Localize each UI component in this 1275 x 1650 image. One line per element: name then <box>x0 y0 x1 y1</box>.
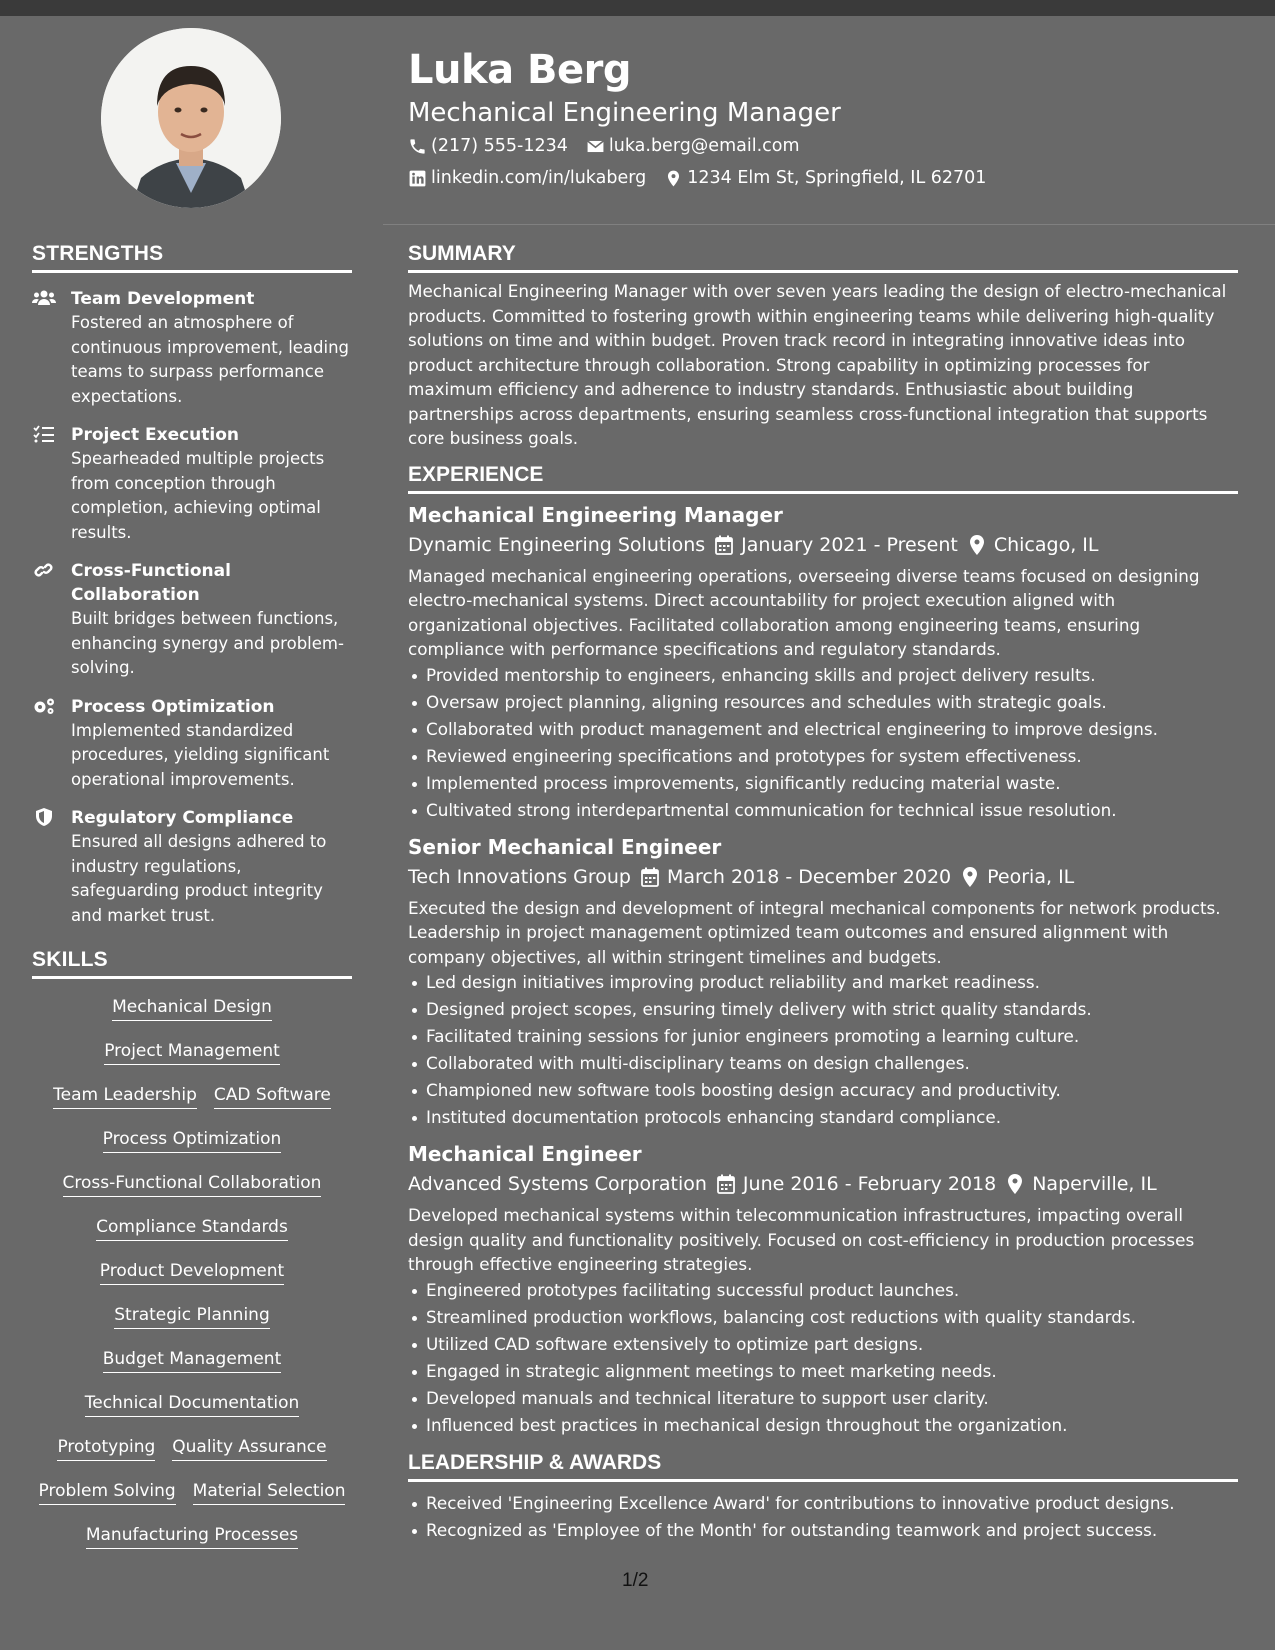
linkedin-icon <box>408 169 427 188</box>
skill-row <box>32 1215 352 1241</box>
email-text: luka.berg@email.com <box>608 136 800 156</box>
calendar-icon <box>641 867 659 887</box>
awards-heading: LEADERSHIP & AWARDS <box>408 1451 1238 1482</box>
location-pin-icon <box>664 169 683 188</box>
strength-title: Regulatory Compliance <box>71 808 294 828</box>
strength-desc: Ensured all designs adhered to industry regulations, safeguarding product integrity and market trust. <box>71 832 327 925</box>
summary-heading: SUMMARY <box>408 242 1238 273</box>
job-description: Developed mechanical systems within telecommunication infrastructures, impacting overall design quality and functionality positively. Focused on cost-efficiency in production processes through effective engineering strategies. <box>408 1205 1195 1274</box>
strength-desc: Fostered an atmosphere of continuous improvement, leading teams to surpass performance expectations. <box>71 313 350 406</box>
strength-item <box>32 423 352 545</box>
job-dates: January 2021 - Present <box>741 533 958 556</box>
job-meta <box>408 1169 1238 1199</box>
email-contact[interactable] <box>586 130 800 162</box>
strength-item <box>32 559 352 681</box>
contact-row-2 <box>408 162 1238 194</box>
experience-entry <box>408 832 1238 1132</box>
job-meta <box>408 530 1238 560</box>
job-meta <box>408 862 1238 892</box>
job-bullets <box>408 662 1238 824</box>
strength-desc: Implemented standardized procedures, yielding significant operational improvements. <box>71 720 330 789</box>
strength-title: Cross-Functional Collaboration <box>71 561 231 605</box>
profile-photo <box>101 28 281 208</box>
email-icon <box>586 137 605 156</box>
strength-title: Project Execution <box>71 425 240 445</box>
skill-row <box>32 1435 352 1461</box>
list-item: Cultivated strong interdepartmental communication for technical issue resolution. <box>426 797 1238 824</box>
skill-row <box>32 1083 352 1109</box>
link-icon <box>32 560 56 580</box>
job-bullets <box>408 969 1238 1131</box>
company-name: Tech Innovations Group <box>408 865 631 888</box>
skill-tag: Prototyping <box>57 1435 155 1461</box>
skills-section <box>32 948 352 1549</box>
list-item: Recognized as 'Employee of the Month' for outstanding teamwork and project success. <box>426 1517 1238 1544</box>
experience-entry <box>408 500 1238 824</box>
team-icon <box>32 288 56 308</box>
address-text: 1234 Elm St, Springfield, IL 62701 <box>687 168 987 188</box>
skill-tag: Team Leadership <box>53 1083 197 1109</box>
location-pin-icon <box>961 867 979 887</box>
job-description: Managed mechanical engineering operations, overseeing diverse teams focused on designing electro-mechanical systems. Direct accountability for project execution aligned with organizational objectives. Facilitated collaboration among engineering teams, ensuring compliance with performance specifications and regulatory standards. <box>408 565 1200 659</box>
top-bar <box>0 0 1275 16</box>
list-item: Led design initiatives improving product reliability and market readiness. <box>426 969 1238 996</box>
skill-row <box>32 1303 352 1329</box>
skill-row <box>32 1171 352 1197</box>
summary-text: Mechanical Engineering Manager with over seven years leading the design of electro-mechanical products. Committed to fostering growth within engineering teams while delivering high-quality solutions on time and within budget. Proven track record in integrating innovative ideas into product architecture through collaboration. Strong capability in optimizing processes for maximum efficiency and adherence to industry standards. Enthusiastic about building partnerships across departments, ensuring seamless cross-functional integration that supports core business goals. <box>408 281 1227 448</box>
right-column <box>408 242 1238 1544</box>
list-item: Utilized CAD software extensively to optimize part designs. <box>426 1331 1238 1358</box>
skill-tag: Material Selection <box>193 1479 346 1505</box>
candidate-title: Mechanical Engineering Manager <box>408 98 841 128</box>
experience-heading: EXPERIENCE <box>408 463 1238 494</box>
list-item: Championed new software tools boosting design accuracy and productivity. <box>426 1077 1238 1104</box>
strength-title: Team Development <box>71 289 255 309</box>
page-number: 1/2 <box>622 1570 649 1591</box>
list-item: Developed manuals and technical literature to support user clarity. <box>426 1385 1238 1412</box>
list-item: Facilitated training sessions for junior engineers promoting a learning culture. <box>426 1023 1238 1050</box>
skill-tag: Technical Documentation <box>85 1391 300 1417</box>
header-divider <box>383 224 1275 225</box>
skill-tag: Compliance Standards <box>96 1215 288 1241</box>
skill-row <box>32 1347 352 1373</box>
job-title: Mechanical Engineer <box>408 1142 642 1166</box>
skill-tag: Project Management <box>104 1039 280 1065</box>
list-item: Engineered prototypes facilitating successful product launches. <box>426 1277 1238 1304</box>
list-item: Designed project scopes, ensuring timely delivery with strict quality standards. <box>426 996 1238 1023</box>
list-item: Received 'Engineering Excellence Award' for contributions to innovative product designs. <box>426 1490 1238 1517</box>
strengths-heading: STRENGTHS <box>32 242 352 273</box>
strength-item <box>32 695 352 793</box>
job-title: Senior Mechanical Engineer <box>408 834 722 859</box>
awards-list <box>408 1490 1238 1544</box>
company-name: Dynamic Engineering Solutions <box>408 533 706 556</box>
resume-header <box>408 44 1238 194</box>
list-item: Provided mentorship to engineers, enhancing skills and project delivery results. <box>426 662 1238 689</box>
list-item: Oversaw project planning, aligning resources and schedules with strategic goals. <box>426 689 1238 716</box>
location-pin-icon <box>1006 1174 1024 1194</box>
skill-tag: Quality Assurance <box>172 1435 326 1461</box>
checklist-icon <box>32 424 56 444</box>
job-location: Naperville, IL <box>1032 1173 1157 1195</box>
gears-icon <box>32 696 56 716</box>
list-item: Collaborated with product management and electrical engineering to improve designs. <box>426 716 1238 743</box>
experience-entry <box>408 1139 1238 1439</box>
skill-tag: CAD Software <box>214 1083 331 1109</box>
linkedin-contact[interactable] <box>408 162 646 194</box>
strength-title: Process Optimization <box>71 696 275 717</box>
skill-row <box>32 1479 352 1505</box>
job-bullets <box>408 1277 1238 1439</box>
job-location: Chicago, IL <box>993 533 1099 556</box>
list-item: Collaborated with multi-disciplinary teams on design challenges. <box>426 1050 1238 1077</box>
list-item: Instituted documentation protocols enhancing standard compliance. <box>426 1104 1238 1131</box>
skill-tag: Problem Solving <box>39 1479 176 1505</box>
experience-section <box>408 463 1238 1439</box>
linkedin-text: linkedin.com/in/lukaberg <box>431 168 647 188</box>
list-item: Engaged in strategic alignment meetings to meet marketing needs. <box>426 1358 1238 1385</box>
phone-text: (217) 555-1234 <box>431 136 568 156</box>
location-pin-icon <box>968 535 986 555</box>
awards-section <box>408 1451 1238 1544</box>
job-dates: June 2016 - February 2018 <box>742 1173 997 1195</box>
address-contact <box>664 162 986 194</box>
strength-item <box>32 806 352 928</box>
list-item: Streamlined production workflows, balancing cost reductions with quality standards. <box>426 1304 1238 1331</box>
job-description: Executed the design and development of integral mechanical components for network products. Leadership in project management optimized team outcomes and ensured alignment with company objectives, all within stringent timelines and budgets. <box>408 897 1221 967</box>
phone-icon <box>408 137 427 156</box>
list-item: Implemented process improvements, significantly reducing material waste. <box>426 770 1238 797</box>
job-location: Peoria, IL <box>987 865 1075 888</box>
calendar-icon <box>715 535 733 555</box>
skill-row <box>32 1039 352 1065</box>
strength-desc: Spearheaded multiple projects from conception through completion, achieving optimal results. <box>71 449 325 542</box>
skills-heading: SKILLS <box>32 948 352 979</box>
list-item: Influenced best practices in mechanical design throughout the organization. <box>426 1412 1238 1439</box>
shield-icon <box>32 807 56 827</box>
skill-row <box>32 1523 352 1549</box>
phone-contact[interactable] <box>408 130 568 162</box>
skill-tag: Product Development <box>100 1259 284 1285</box>
left-column <box>32 242 352 1567</box>
skill-tag: Cross-Functional Collaboration <box>63 1171 322 1197</box>
calendar-icon <box>717 1174 735 1194</box>
skill-row <box>32 1127 352 1153</box>
candidate-name: Luka Berg <box>408 47 631 93</box>
job-dates: March 2018 - December 2020 <box>666 865 952 888</box>
strength-desc: Built bridges between functions, enhancing synergy and problem-solving. <box>71 609 344 677</box>
list-item: Reviewed engineering specifications and prototypes for system effectiveness. <box>426 743 1238 770</box>
skill-row <box>32 1259 352 1285</box>
skill-tag: Strategic Planning <box>114 1303 269 1329</box>
job-title: Mechanical Engineering Manager <box>408 502 783 527</box>
skill-tag: Budget Management <box>103 1347 282 1373</box>
skill-tag: Manufacturing Processes <box>86 1523 298 1549</box>
skill-row <box>32 995 352 1021</box>
company-name: Advanced Systems Corporation <box>408 1173 707 1195</box>
contact-row-1 <box>408 130 1238 162</box>
strength-item <box>32 287 352 409</box>
skill-tag: Process Optimization <box>103 1127 282 1153</box>
skill-tag: Mechanical Design <box>112 995 272 1021</box>
skill-row <box>32 1391 352 1417</box>
